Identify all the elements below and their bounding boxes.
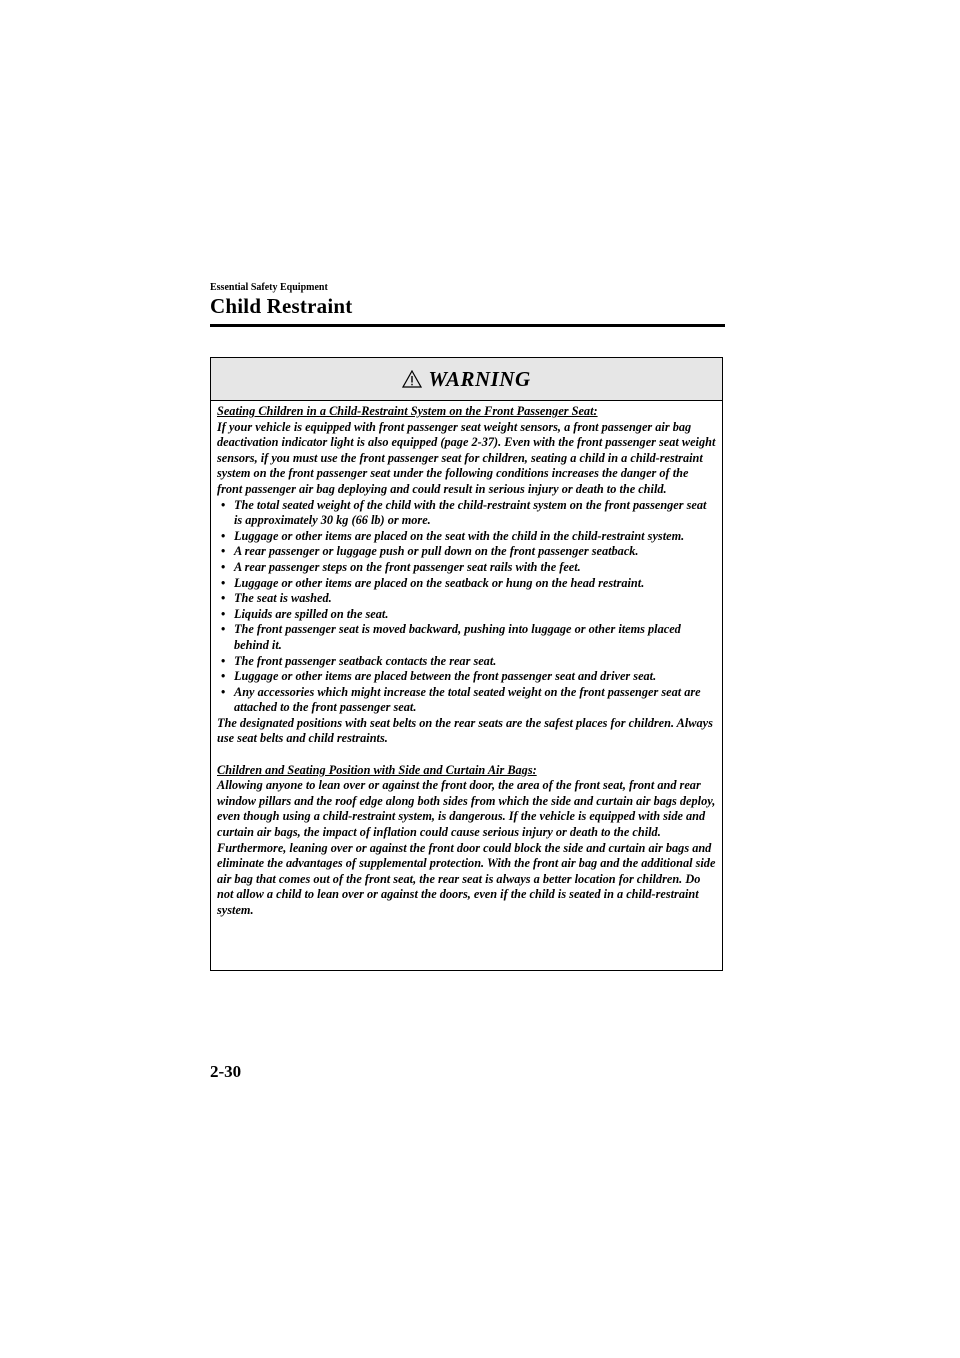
page-number: 2-30	[210, 1062, 242, 1081]
condition-list	[217, 498, 716, 716]
section2-body: Allowing anyone to lean over or against the front door, the area of the front seat, front and rear window pillars and the roof edge along both sides from which the side and curtain air bags deploy, even though using a child-restraint system, is dangerous. If the vehicle is equipped with side and curtain air bags, the impact of inflation could cause serious injury or death to the child. Furthermore, leaning over or against the front door could block the side and curtain air bags and eliminate the advantages of supplemental protection. With the front air bag and the additional side air bag that comes out of the front seat, the rear seat is always a better location for children. Do not allow a child to lean over or against the doors, even if the child is seated in a child-restraint system.	[217, 778, 716, 917]
list-item: • Luggage or other items are placed on the seatback or hung on the head restraint.	[217, 576, 716, 592]
list-item: • A rear passenger or luggage push or pull down on the front passenger seatback.	[217, 544, 716, 560]
list-item: • The seat is washed.	[217, 591, 716, 607]
warning-triangle-icon	[402, 370, 422, 388]
section1-heading: Seating Children in a Child-Restraint System on the Front Passenger Seat:	[217, 404, 598, 418]
list-item: • The total seated weight of the child with the child-restraint system on the front passenger seat is approximately 30 kg (66 lb) or more.	[217, 498, 716, 529]
list-item: • Luggage or other items are placed between the front passenger seat and driver seat.	[217, 669, 716, 685]
list-item: • A rear passenger steps on the front passenger seat rails with the feet.	[217, 560, 716, 576]
list-item: • Liquids are spilled on the seat.	[217, 607, 716, 623]
warning-header	[211, 358, 722, 401]
section1-intro: If your vehicle is equipped with front passenger seat weight sensors, a front passenger air bag deactivation indicator light is also equipped (page 2-37). Even with the front passenger seat weight sensors, if you must use the front passenger seat for children, seating a child in a child-restraint system on the front passenger seat under the following conditions increases the danger of the front passenger air bag deploying and could result in serious injury or death to the child.	[217, 419, 716, 496]
list-item: • Luggage or other items are placed on the seat with the child in the child-restraint system.	[217, 529, 716, 545]
paragraph-gap	[217, 747, 716, 763]
list-item: • The front passenger seatback contacts the rear seat.	[217, 654, 716, 670]
list-item: • The front passenger seat is moved backward, pushing into luggage or other items placed behind it.	[217, 622, 716, 653]
page-title: Child Restraint	[210, 294, 353, 318]
title-divider	[210, 324, 725, 327]
section-label: Essential Safety Equipment	[210, 282, 328, 293]
warning-box	[210, 357, 723, 971]
section2-heading: Children and Seating Position with Side and Curtain Air Bags:	[217, 762, 537, 777]
warning-title: WARNING	[428, 366, 531, 391]
section1-closing: The designated positions with seat belts on the rear seats are the safest places for children. Always use seat belts and child restraints.	[217, 715, 713, 746]
warning-body	[211, 401, 722, 919]
list-item: • Any accessories which might increase the total seated weight on the front passenger seat are attached to the front passenger seat.	[217, 685, 716, 716]
